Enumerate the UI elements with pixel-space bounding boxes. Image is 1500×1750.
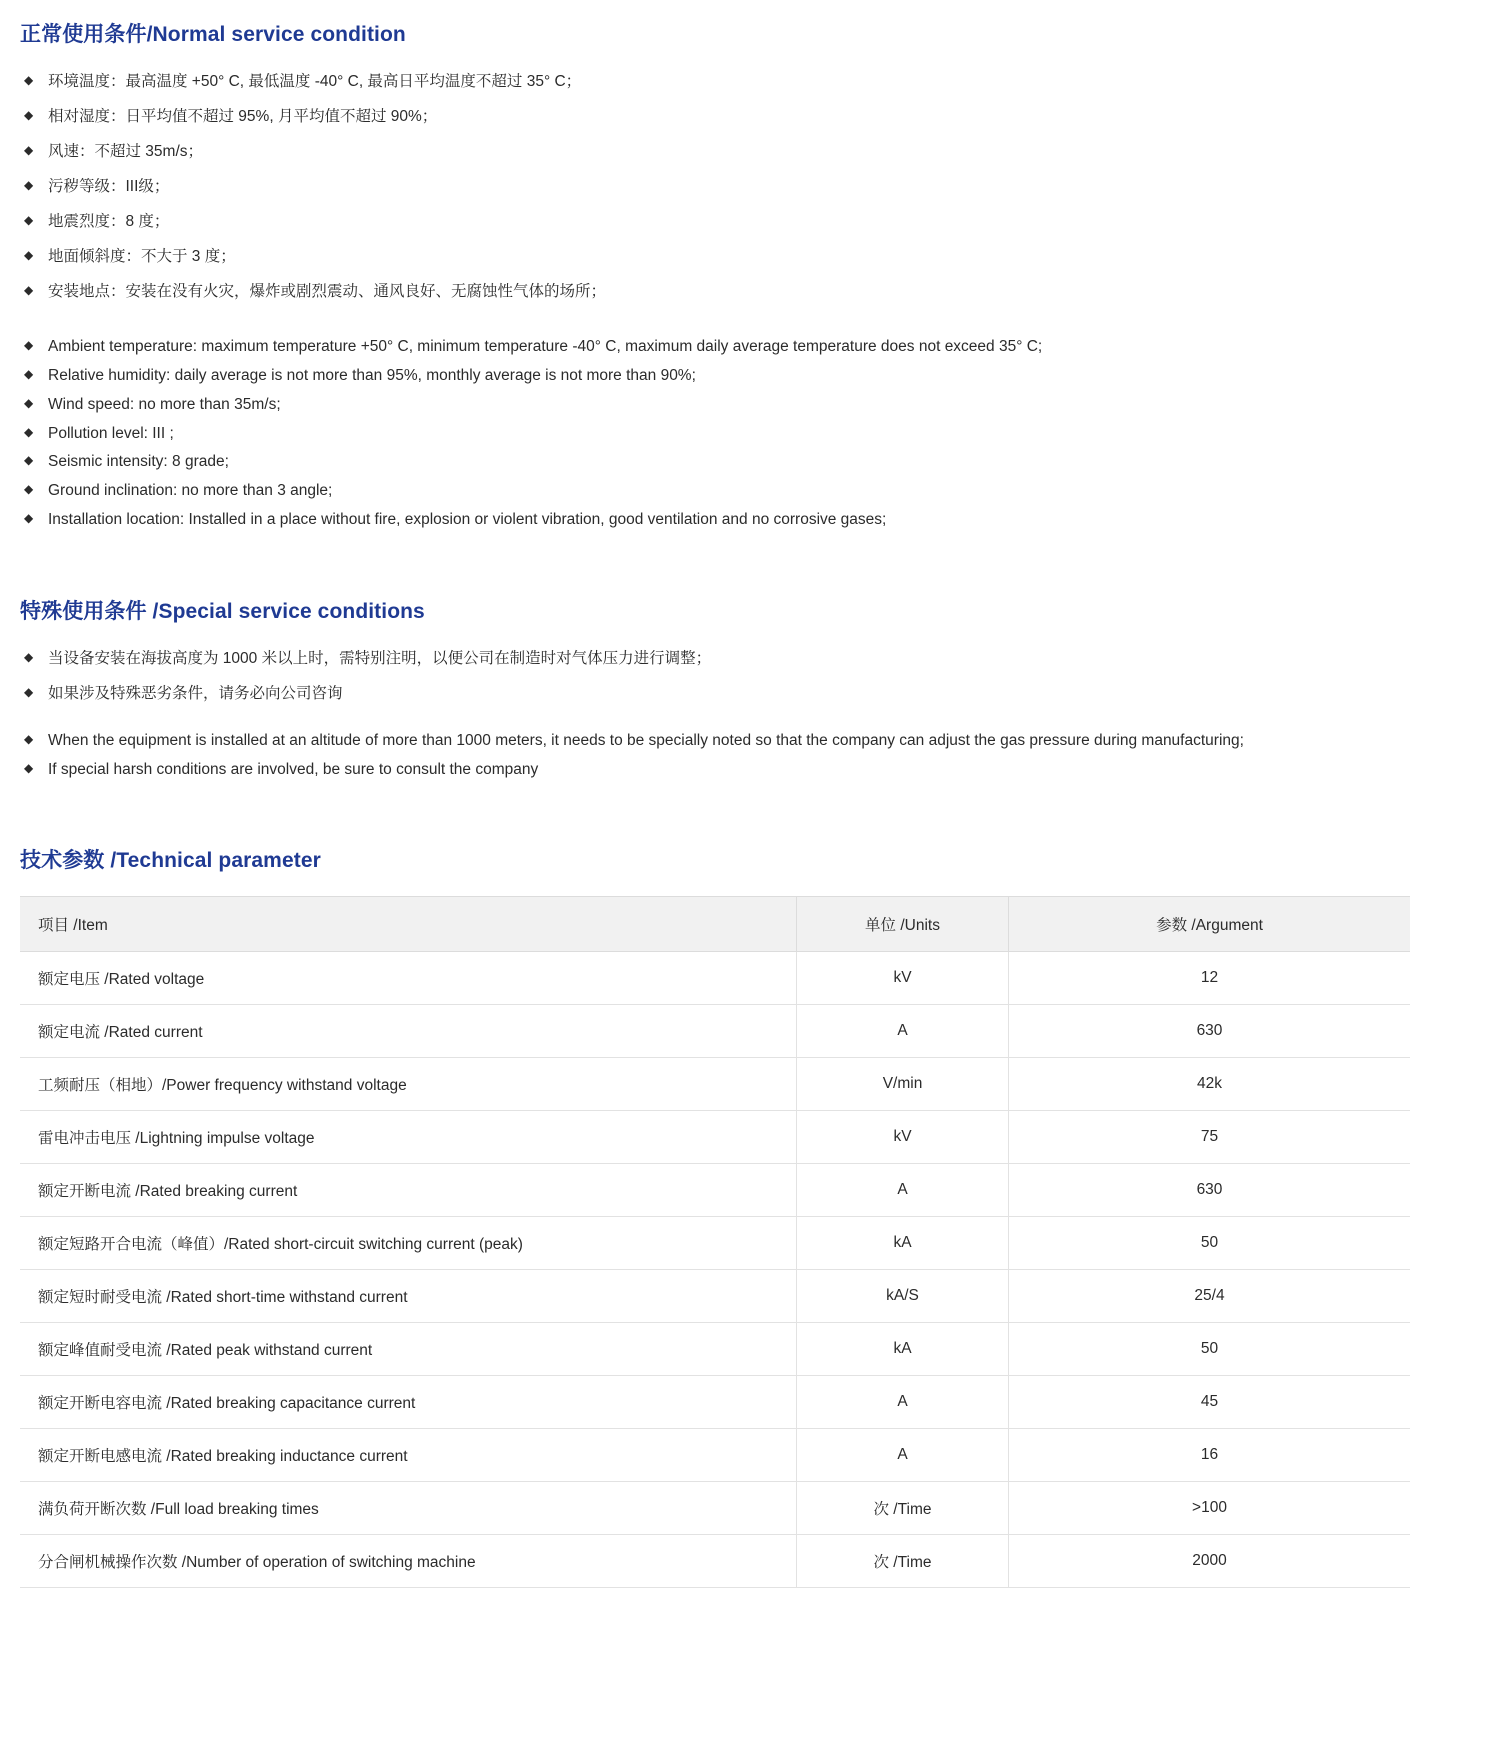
cell-item: 额定开断电容电流 /Rated breaking capacitance current	[20, 1376, 797, 1429]
table-row	[20, 1376, 1410, 1429]
table-row	[20, 1270, 1410, 1323]
diamond-bullet-icon: ◆	[24, 395, 34, 410]
page-title-technical-parameter: 技术参数 /Technical parameter	[20, 849, 321, 873]
list-item-text: 风速：不超过 35m/s；	[48, 143, 204, 161]
cell-item: 分合闸机械操作次数 /Number of operation of switching machine	[20, 1535, 797, 1588]
cell-units: A	[797, 1429, 1009, 1482]
table-row	[20, 1058, 1410, 1111]
cell-argument: 2000	[1009, 1535, 1411, 1588]
cell-argument: 630	[1009, 1164, 1411, 1217]
diamond-bullet-icon: ◆	[24, 367, 34, 382]
list-item-text: Seismic intensity: 8 grade;	[48, 453, 229, 471]
list-item	[20, 335, 1480, 360]
cell-units: kV	[797, 1111, 1009, 1164]
list-item-text: If special harsh conditions are involved, be sure to consult the company	[48, 760, 539, 778]
diamond-bullet-icon: ◆	[24, 511, 34, 526]
cell-units: kA/S	[797, 1270, 1009, 1323]
table-row	[20, 952, 1410, 1005]
cell-argument: 50	[1009, 1323, 1411, 1376]
list-item-text: Ground inclination: no more than 3 angle;	[48, 482, 333, 500]
list-item-text: 地面倾斜度：不大于 3 度；	[48, 248, 236, 266]
list-item	[20, 245, 1480, 269]
normal-service-cn-list	[20, 70, 1480, 304]
list-item	[20, 70, 1480, 94]
list-item-text: 污秽等级：III级；	[48, 178, 170, 196]
cell-argument: 45	[1009, 1376, 1411, 1429]
list-item	[20, 140, 1480, 164]
table-row	[20, 1323, 1410, 1376]
table-row	[20, 1429, 1410, 1482]
table-row	[20, 1482, 1410, 1535]
list-item-text: Relative humidity: daily average is not more than 95%, monthly average is not more than 90%;	[48, 366, 696, 384]
list-item-text: 当设备安装在海拔高度为 1000 米以上时，需特别注明，以便公司在制造时对气体压力进行调整；	[48, 649, 712, 667]
cell-argument: >100	[1009, 1482, 1411, 1535]
diamond-bullet-icon: ◆	[24, 213, 34, 228]
cell-units: kV	[797, 952, 1009, 1005]
list-item	[20, 364, 1480, 389]
list-item	[20, 508, 1480, 533]
cell-item: 额定短路开合电流（峰值）/Rated short-circuit switching current (peak)	[20, 1217, 797, 1270]
cell-item: 额定峰值耐受电流 /Rated peak withstand current	[20, 1323, 797, 1376]
normal-service-en-list	[20, 335, 1480, 533]
list-item-text: 如果涉及特殊恶劣条件，请务必向公司咨询	[48, 684, 343, 702]
cell-item: 工频耐压（相地）/Power frequency withstand voltage	[20, 1058, 797, 1111]
diamond-bullet-icon: ◆	[24, 684, 34, 699]
cell-item: 满负荷开断次数 /Full load breaking times	[20, 1482, 797, 1535]
list-item	[20, 105, 1480, 129]
list-item	[20, 758, 1480, 783]
cell-units: kA	[797, 1323, 1009, 1376]
diamond-bullet-icon: ◆	[24, 248, 34, 263]
cell-argument: 12	[1009, 952, 1411, 1005]
list-item	[20, 210, 1480, 234]
table-row	[20, 1535, 1410, 1588]
table-row	[20, 1217, 1410, 1270]
list-item-text: When the equipment is installed at an altitude of more than 1000 meters, it needs to be specially noted so that the company can adjust the gas pressure during manufacturing;	[48, 731, 1244, 749]
cell-units: A	[797, 1376, 1009, 1429]
list-item-text: Ambient temperature: maximum temperature +50° C, minimum temperature -40° C, maximum daily average temperature does not exceed 35° C;	[48, 338, 1043, 356]
list-item-text: Pollution level: III ;	[48, 424, 174, 442]
list-item	[20, 647, 1480, 671]
diamond-bullet-icon: ◆	[24, 731, 34, 746]
cell-units: 次 /Time	[797, 1535, 1009, 1588]
table-header-row	[20, 897, 1410, 952]
list-item-text: 安装地点：安装在没有火灾，爆炸或剧烈震动、通风良好、无腐蚀性气体的场所；	[48, 283, 607, 301]
diamond-bullet-icon: ◆	[24, 143, 34, 158]
cell-argument: 16	[1009, 1429, 1411, 1482]
cell-units: A	[797, 1164, 1009, 1217]
special-service-cn-list	[20, 647, 1480, 706]
list-item-text: Installation location: Installed in a place without fire, explosion or violent vibration, good ventilation and no corrosive gases;	[48, 510, 887, 528]
table-head	[20, 897, 1410, 952]
diamond-bullet-icon: ◆	[24, 108, 34, 123]
diamond-bullet-icon: ◆	[24, 73, 34, 88]
list-item	[20, 422, 1480, 447]
diamond-bullet-icon: ◆	[24, 649, 34, 664]
cell-item: 额定短时耐受电流 /Rated short-time withstand current	[20, 1270, 797, 1323]
diamond-bullet-icon: ◆	[24, 424, 34, 439]
list-item	[20, 175, 1480, 199]
cell-item: 雷电冲击电压 /Lightning impulse voltage	[20, 1111, 797, 1164]
list-item-text: 环境温度：最高温度 +50° C, 最低温度 -40° C, 最高日平均温度不超过 35° C；	[48, 73, 582, 90]
table-row	[20, 1164, 1410, 1217]
spacer	[20, 717, 1480, 729]
cell-units: kA	[797, 1217, 1009, 1270]
cell-argument: 75	[1009, 1111, 1411, 1164]
table-row	[20, 1111, 1410, 1164]
list-item-text: Wind speed: no more than 35m/s;	[48, 395, 281, 413]
column-header-item: 项目 /Item	[20, 897, 797, 952]
cell-item: 额定开断电流 /Rated breaking current	[20, 1164, 797, 1217]
diamond-bullet-icon: ◆	[24, 760, 34, 775]
cell-units: 次 /Time	[797, 1482, 1009, 1535]
spacer	[20, 315, 1480, 335]
cell-argument: 42k	[1009, 1058, 1411, 1111]
table-body	[20, 952, 1410, 1588]
column-header-argument: 参数 /Argument	[1009, 897, 1411, 952]
list-item-text: 相对湿度：日平均值不超过 95%, 月平均值不超过 90%；	[48, 108, 438, 126]
cell-argument: 50	[1009, 1217, 1411, 1270]
page-title-special-service-conditions: 特殊使用条件 /Special service conditions	[20, 599, 425, 623]
list-item	[20, 479, 1480, 504]
cell-item: 额定电压 /Rated voltage	[20, 952, 797, 1005]
cell-item: 额定开断电感电流 /Rated breaking inductance current	[20, 1429, 797, 1482]
list-item	[20, 729, 1480, 754]
list-item	[20, 450, 1480, 475]
cell-argument: 25/4	[1009, 1270, 1411, 1323]
page-title-normal-service-condition: 正常使用条件/Normal service condition	[20, 23, 406, 46]
list-item	[20, 393, 1480, 418]
column-header-units: 单位 /Units	[797, 897, 1009, 952]
cell-units: V/min	[797, 1058, 1009, 1111]
cell-argument: 630	[1009, 1005, 1411, 1058]
diamond-bullet-icon: ◆	[24, 338, 34, 353]
diamond-bullet-icon: ◆	[24, 178, 34, 193]
technical-parameter-table	[20, 896, 1410, 1588]
list-item-text: 地震烈度：8 度；	[48, 213, 170, 231]
diamond-bullet-icon: ◆	[24, 453, 34, 468]
diamond-bullet-icon: ◆	[24, 482, 34, 497]
cell-item: 额定电流 /Rated current	[20, 1005, 797, 1058]
cell-units: A	[797, 1005, 1009, 1058]
diamond-bullet-icon: ◆	[24, 283, 34, 298]
special-service-en-list	[20, 729, 1480, 783]
list-item	[20, 280, 1480, 304]
list-item	[20, 682, 1480, 706]
table-row	[20, 1005, 1410, 1058]
